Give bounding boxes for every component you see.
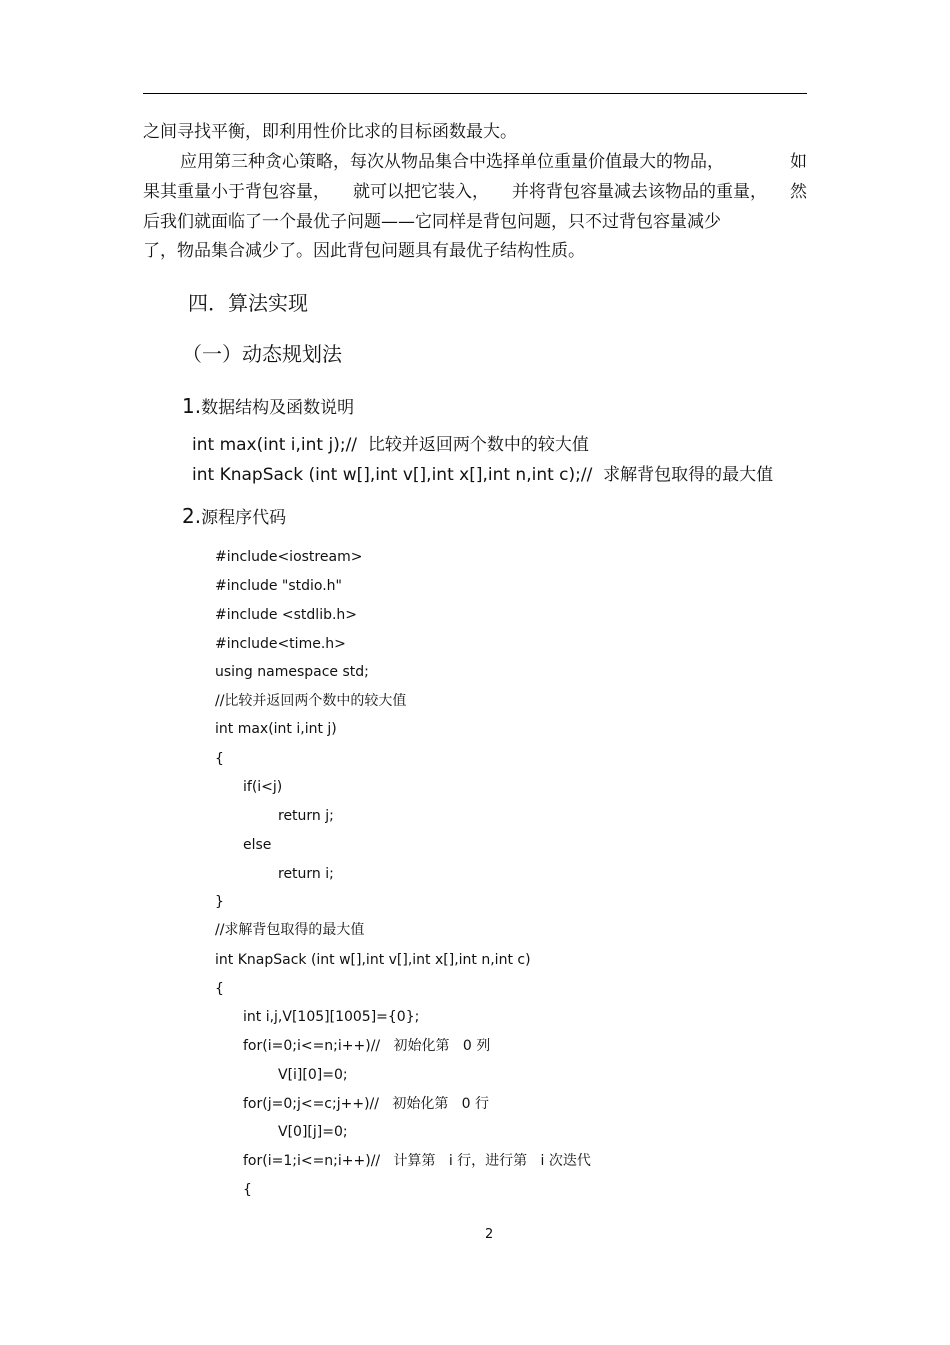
function-declaration: int max(int i,int j);// 比较并返回两个数中的较大值: [192, 435, 589, 455]
header-rule: [143, 93, 807, 94]
code-line: if(i<j): [243, 779, 283, 795]
item-text: 源程序代码: [201, 508, 287, 528]
paragraph-line: [143, 151, 807, 173]
code-line: int i,j,V[105][1005]={0};: [243, 1009, 420, 1025]
code-line: }: [215, 894, 224, 910]
code-comment: //比较并返回两个数中的较大值: [215, 693, 407, 709]
code-line: #include<iostream>: [215, 549, 363, 565]
code-line: V[i][0]=0;: [278, 1067, 348, 1083]
code-line: V[0][j]=0;: [278, 1124, 348, 1140]
code-line: #include "stdio.h": [215, 578, 342, 594]
item-text: 数据结构及函数说明: [201, 398, 355, 418]
code-line: for(i=0;i<=n;i++)// 初始化第 0 列: [243, 1038, 491, 1054]
paragraph-text: 如: [790, 152, 807, 172]
paragraph-text: 果其重量小于背包容量，: [143, 182, 330, 202]
code-line: {: [215, 751, 224, 767]
code-line: else: [243, 837, 272, 853]
item-heading-1: [182, 395, 354, 419]
item-heading-2: [182, 505, 286, 529]
item-number: 1.: [182, 394, 202, 418]
paragraph-text: 并将背包容量减去该物品的重量，: [512, 182, 767, 202]
code-line: {: [215, 981, 224, 997]
code-line: for(j=0;j<=c;j++)// 初始化第 0 行: [243, 1096, 490, 1112]
code-line: {: [243, 1182, 252, 1198]
paragraph-text: 然: [790, 182, 807, 202]
code-line: using namespace std;: [215, 664, 369, 680]
paragraph-line: [143, 181, 807, 203]
code-comment: //求解背包取得的最大值: [215, 922, 365, 938]
code-line: int KnapSack (int w[],int v[],int x[],int n,int c): [215, 952, 531, 968]
paragraph-text: 就可以把它装入，: [353, 182, 489, 202]
code-line: #include <stdlib.h>: [215, 607, 358, 623]
page-number: 2: [485, 1227, 494, 1242]
code-line: return j;: [278, 808, 334, 824]
subsection-title: （一）动态规划法: [182, 342, 342, 366]
item-number: 2.: [182, 504, 202, 528]
paragraph-line: 后我们就面临了一个最优子问题——它同样是背包问题，只不过背包容量减少: [143, 212, 721, 232]
paragraph-line: 了，物品集合减少了。因此背包问题具有最优子结构性质。: [143, 241, 585, 261]
code-line: #include<time.h>: [215, 636, 346, 652]
function-declaration: int KnapSack (int w[],int v[],int x[],int n,int c);// 求解背包取得的最大值: [192, 465, 774, 485]
section-title: 四．算法实现: [188, 291, 308, 315]
code-line: int max(int i,int j): [215, 721, 337, 737]
paragraph-text: 应用第三种贪心策略，每次从物品集合中选择单位重量价值最大的物品，: [180, 152, 724, 172]
code-line: return i;: [278, 866, 334, 882]
paragraph-line: 之间寻找平衡，即利用性价比求的目标函数最大。: [143, 122, 517, 142]
code-line: for(i=1;i<=n;i++)// 计算第 i 行，进行第 i 次迭代: [243, 1153, 591, 1169]
